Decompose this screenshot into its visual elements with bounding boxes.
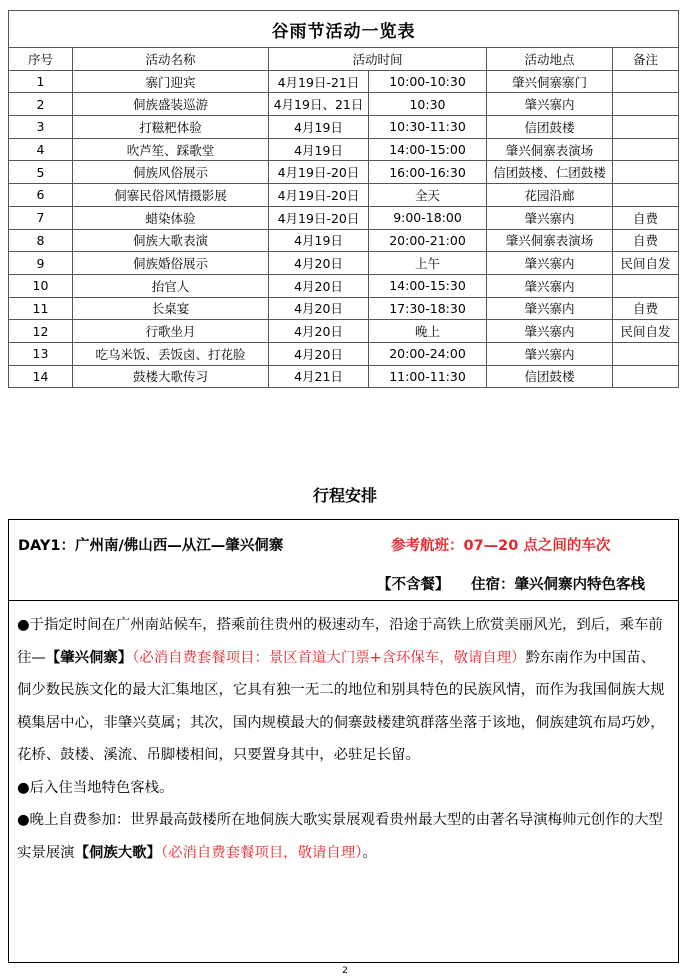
cell-date: 4月19日-20日	[269, 206, 369, 229]
cell-place: 肇兴寨内	[487, 252, 613, 275]
table-row	[9, 252, 679, 275]
cell-place: 花园沿廊	[487, 184, 613, 207]
cell-date: 4月20日	[269, 252, 369, 275]
day1-body	[9, 601, 678, 869]
cell-note: 自费	[613, 229, 679, 252]
cell-note	[613, 116, 679, 139]
cell-place: 信团鼓楼	[487, 116, 613, 139]
paragraph-evening	[17, 804, 668, 869]
p3-highlight: 【侗族大歌】	[74, 844, 161, 861]
cell-name: 寨门迎宾	[73, 70, 269, 93]
cell-note	[613, 70, 679, 93]
day1-title: DAY1：广州南/佛山西—从江—肇兴侗寨	[18, 538, 284, 554]
stay-info: 住宿：肇兴侗寨内特色客栈	[471, 577, 645, 593]
cell-name: 吹芦笙、踩歌堂	[73, 138, 269, 161]
cell-time: 晚上	[369, 320, 487, 343]
col-header-place: 活动地点	[487, 48, 613, 71]
cell-name: 侗族大歌表演	[73, 229, 269, 252]
cell-time: 20:00-21:00	[369, 229, 487, 252]
col-header-note: 备注	[613, 48, 679, 71]
table-row	[9, 138, 679, 161]
table-row	[9, 93, 679, 116]
table-row	[9, 342, 679, 365]
cell-time: 10:00-10:30	[369, 70, 487, 93]
cell-time: 14:00-15:30	[369, 274, 487, 297]
table-row	[9, 184, 679, 207]
cell-note	[613, 93, 679, 116]
p3-notice: （必消自费套餐项目，敬请自理）	[160, 844, 363, 861]
table-header-row	[9, 48, 679, 71]
cell-time: 全天	[369, 184, 487, 207]
cell-date: 4月20日	[269, 297, 369, 320]
flight-info: 参考航班：07—20 点之间的车次	[391, 538, 611, 554]
cell-note: 自费	[613, 206, 679, 229]
cell-place: 信团鼓楼、仁团鼓楼	[487, 161, 613, 184]
cell-no: 13	[9, 342, 73, 365]
table-row	[9, 70, 679, 93]
cell-no: 12	[9, 320, 73, 343]
p1-highlight: 【肇兴侗寨】	[45, 649, 133, 666]
table-row	[9, 229, 679, 252]
table-title: 谷雨节活动一览表	[9, 11, 679, 48]
cell-note	[613, 365, 679, 388]
cell-time: 10:30-11:30	[369, 116, 487, 139]
p3-text-a: ●晚上自费参加：世界最高鼓楼所在地侗族大歌实景展观看贵州最大型的由著名导演梅帅元创作的大型实景展演	[17, 812, 663, 861]
cell-place: 信团鼓楼	[487, 365, 613, 388]
cell-time: 9:00-18:00	[369, 206, 487, 229]
table-row	[9, 274, 679, 297]
cell-date: 4月19日	[269, 229, 369, 252]
paragraph-departure	[17, 609, 668, 772]
cell-time: 上午	[369, 252, 487, 275]
cell-no: 3	[9, 116, 73, 139]
cell-note: 民间自发	[613, 320, 679, 343]
cell-date: 4月19日、21日	[269, 93, 369, 116]
cell-note: 自费	[613, 297, 679, 320]
paragraph-checkin: ●后入住当地特色客栈。	[17, 779, 174, 796]
cell-place: 肇兴寨内	[487, 206, 613, 229]
p1-text-a: ●于指定时间在广州南站候车，搭乘前往贵州的极速动车，沿途于高铁上欣赏美丽风光，到后，乘车前往—	[17, 617, 663, 666]
day1-header	[9, 520, 678, 601]
cell-note	[613, 184, 679, 207]
meal-info: 【不含餐】	[377, 577, 450, 593]
cell-date: 4月21日	[269, 365, 369, 388]
activity-table	[8, 10, 679, 388]
day1-box	[8, 519, 679, 963]
table-row	[9, 320, 679, 343]
cell-name: 鼓楼大歌传习	[73, 365, 269, 388]
cell-place: 肇兴寨内	[487, 274, 613, 297]
table-row	[9, 116, 679, 139]
cell-no: 14	[9, 365, 73, 388]
cell-name: 蜡染体验	[73, 206, 269, 229]
cell-name: 侗族风俗展示	[73, 161, 269, 184]
table-row	[9, 365, 679, 388]
cell-name: 行歌坐月	[73, 320, 269, 343]
page-number: 2	[342, 966, 348, 976]
cell-no: 2	[9, 93, 73, 116]
cell-place: 肇兴侗寨表演场	[487, 138, 613, 161]
cell-note	[613, 274, 679, 297]
cell-date: 4月20日	[269, 320, 369, 343]
cell-name: 侗族盛装巡游	[73, 93, 269, 116]
cell-place: 肇兴寨内	[487, 320, 613, 343]
cell-name: 长桌宴	[73, 297, 269, 320]
cell-name: 吃乌米饭、丢饭卤、打花脸	[73, 342, 269, 365]
cell-no: 7	[9, 206, 73, 229]
cell-name: 打糍粑体验	[73, 116, 269, 139]
cell-no: 11	[9, 297, 73, 320]
p1-notice: （必消自费套餐项目：景区首道大门票+含环保车，敬请自理）	[132, 649, 526, 666]
cell-date: 4月20日	[269, 342, 369, 365]
col-header-name: 活动名称	[73, 48, 269, 71]
cell-no: 6	[9, 184, 73, 207]
cell-date: 4月19日-20日	[269, 184, 369, 207]
p3-text-d: 。	[362, 844, 377, 861]
table-row	[9, 206, 679, 229]
col-header-time: 活动时间	[269, 48, 487, 71]
cell-note: 民间自发	[613, 252, 679, 275]
cell-name: 侗寨民俗风情摄影展	[73, 184, 269, 207]
cell-time: 20:00-24:00	[369, 342, 487, 365]
table-cut-edge	[8, 390, 679, 396]
itinerary-heading: 行程安排	[312, 486, 377, 505]
cell-date: 4月20日	[269, 274, 369, 297]
cell-no: 10	[9, 274, 73, 297]
cell-no: 4	[9, 138, 73, 161]
cell-place: 肇兴侗寨表演场	[487, 229, 613, 252]
cell-time: 11:00-11:30	[369, 365, 487, 388]
cell-time: 10:30	[369, 93, 487, 116]
cell-note	[613, 342, 679, 365]
cell-note	[613, 138, 679, 161]
cell-no: 8	[9, 229, 73, 252]
cell-place: 肇兴寨内	[487, 297, 613, 320]
cell-place: 肇兴寨内	[487, 342, 613, 365]
cell-date: 4月19日-21日	[269, 70, 369, 93]
cell-place: 肇兴寨内	[487, 93, 613, 116]
cell-no: 5	[9, 161, 73, 184]
cell-place: 肇兴侗寨寨门	[487, 70, 613, 93]
table-row	[9, 161, 679, 184]
cell-date: 4月19日-20日	[269, 161, 369, 184]
cell-note	[613, 161, 679, 184]
cell-no: 1	[9, 70, 73, 93]
cell-name: 抬官人	[73, 274, 269, 297]
cell-time: 14:00-15:00	[369, 138, 487, 161]
cell-time: 17:30-18:30	[369, 297, 487, 320]
col-header-no: 序号	[9, 48, 73, 71]
cell-date: 4月19日	[269, 116, 369, 139]
table-row	[9, 297, 679, 320]
cell-no: 9	[9, 252, 73, 275]
p1-text-d: 黔东南作为中国苗、侗少数民族文化的最大汇集地区，它具有独一无二的地位和别具特色的民族风情，而作为我国侗族大规模集居中心，非肇兴莫属；其次，国内规模最大的侗寨鼓楼建筑群落坐落于该地，侗族建筑布局巧妙，花桥、鼓楼、溪流、吊脚楼相间，只要置身其中，必驻足长留。	[17, 649, 665, 763]
cell-name: 侗族婚俗展示	[73, 252, 269, 275]
cell-time: 16:00-16:30	[369, 161, 487, 184]
cell-date: 4月19日	[269, 138, 369, 161]
